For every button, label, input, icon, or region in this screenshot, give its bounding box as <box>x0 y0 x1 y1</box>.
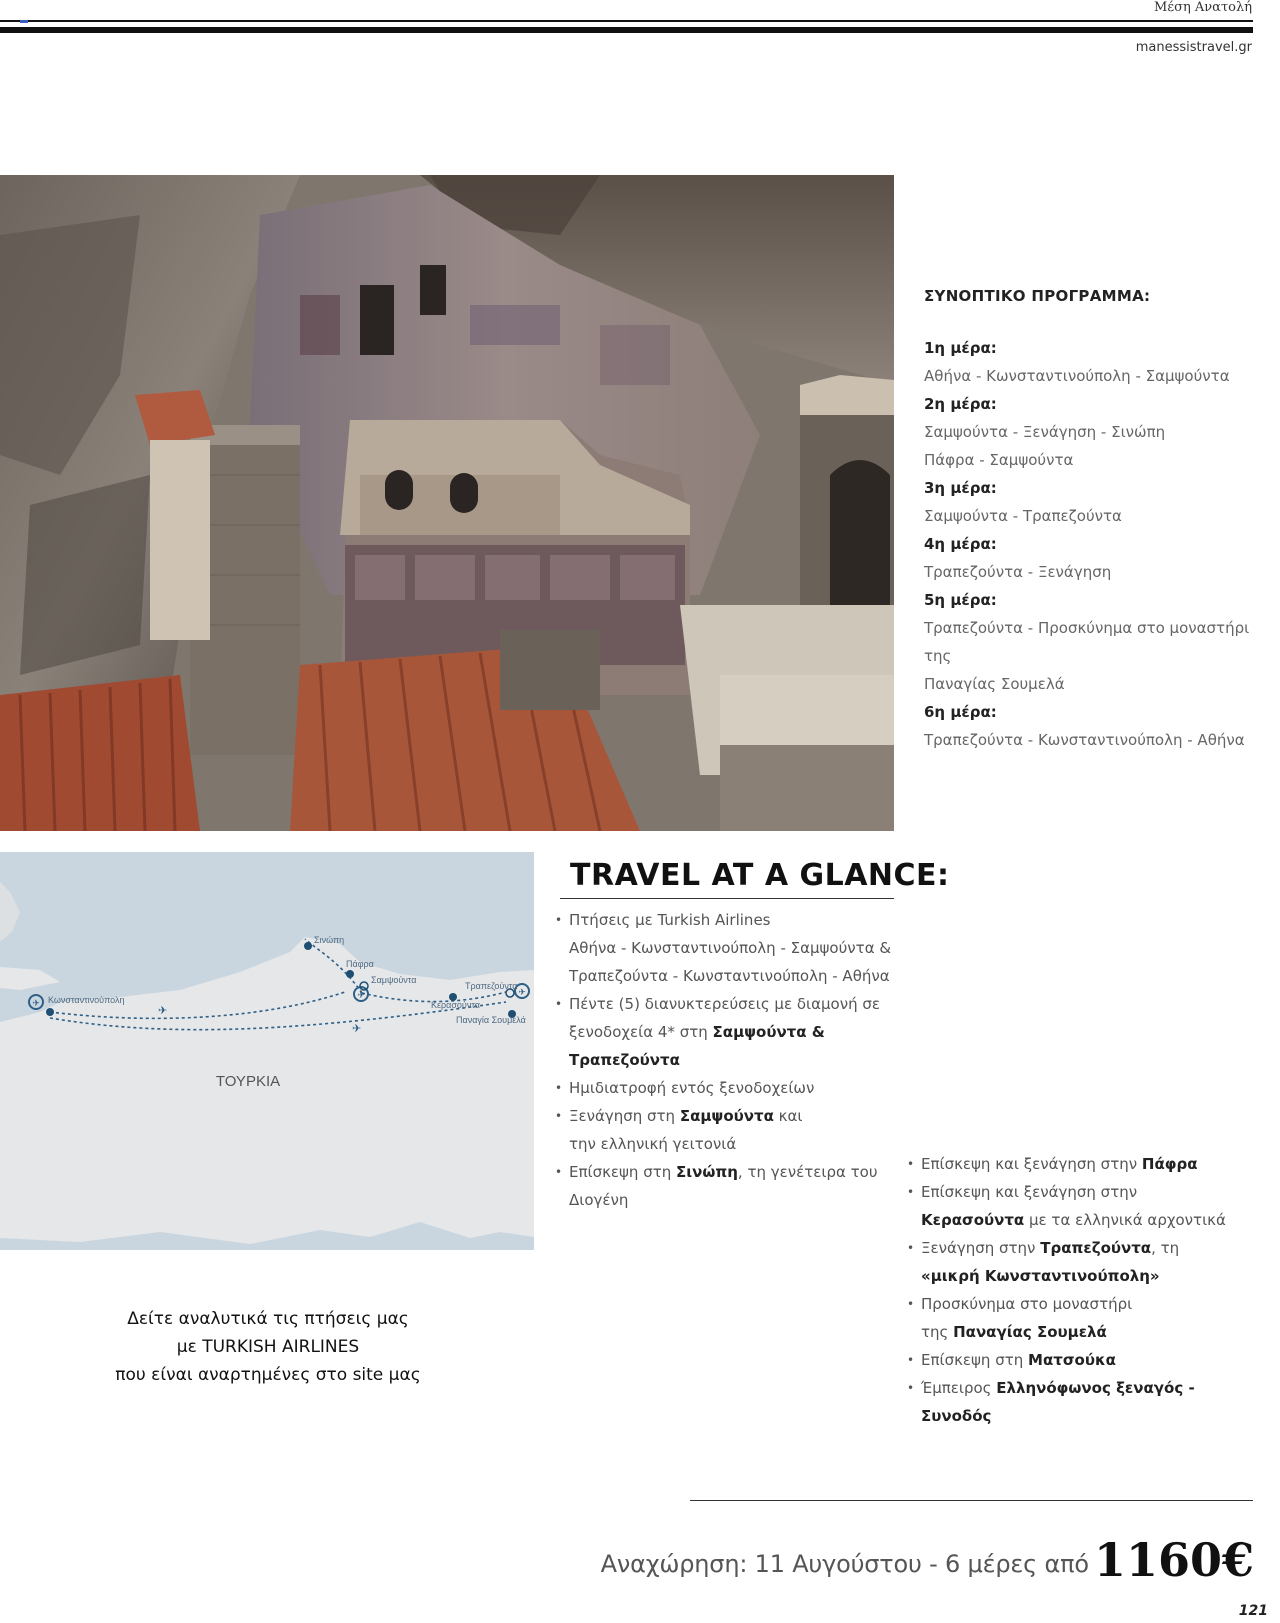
header-rule-thick <box>0 27 1253 33</box>
svg-text:✈: ✈ <box>352 1023 362 1035</box>
glance-item-nights: • Πέντε (5) διανυκτερεύσεις με διαμονή σε ξενοδοχεία 4* στη Σαμψούντα & Τραπεζούντα <box>552 990 902 1074</box>
glance-title: TRAVEL AT A GLANCE: <box>570 858 950 893</box>
day-label: 4η μέρα: <box>924 535 997 553</box>
program-summary <box>924 282 1264 754</box>
price-rule <box>690 1500 1253 1501</box>
map-label-pafra: Πάφρα <box>346 959 374 969</box>
map-label-sampsounta: Σαμψούντα <box>371 975 417 985</box>
highlight-trapezounta: • Ξενάγηση στην Τραπεζούντα, τη «μικρή Κωνσταντινούπολη» <box>904 1234 1264 1290</box>
highlight-soumela: • Προσκύνημα στο μοναστήρι της Παναγίας Σουμελά <box>904 1290 1264 1346</box>
glance-item-sinopi-visit: • Επίσκεψη στη Σινώπη, τη γενέτειρα του Διογένη <box>552 1158 902 1214</box>
highlight-guide: • Έμπειρος Ελληνόφωνος ξεναγός - Συνοδός <box>904 1374 1264 1430</box>
day-route: Πάφρα - Σαμψούντα <box>924 451 1074 469</box>
highlights-list <box>904 1150 1264 1430</box>
flights-note: Δείτε αναλυτικά τις πτήσεις μας με TURKISH AIRLINES που είναι αναρτημένες στο site μας <box>115 1309 421 1385</box>
day-route: Σαμψούντα - Ξενάγηση - Σινώπη <box>924 423 1166 441</box>
map-label-soumela: Παναγία Σουμελά <box>456 1015 526 1025</box>
page-number: 121 <box>1238 1603 1268 1619</box>
glance-item-halfboard: • Ημιδιατροφή εντός ξενοδοχείων <box>552 1074 902 1102</box>
departure-label: Αναχώρηση: 11 Αυγούστου - 6 μέρες από <box>600 1550 1089 1578</box>
day-1 <box>924 334 1264 390</box>
map-country-label: ΤΟΥΡΚΙΑ <box>215 1073 281 1090</box>
day-label: 1η μέρα: <box>924 339 997 357</box>
day-label: 6η μέρα: <box>924 703 997 721</box>
departure-price <box>601 1533 1254 1587</box>
svg-text:✈: ✈ <box>518 987 526 997</box>
day-label: 5η μέρα: <box>924 591 997 609</box>
map-label-sinopi: Σινώπη <box>314 935 345 945</box>
svg-text:✈: ✈ <box>158 1005 168 1017</box>
day-route: Αθήνα - Κωνσταντινούπολη - Σαμψούντα <box>924 367 1230 385</box>
highlight-pafra: • Επίσκεψη και ξενάγηση στην Πάφρα <box>904 1150 1264 1178</box>
map-label-trapezounta: Τραπεζούντα <box>465 981 518 991</box>
header-accent-mark <box>20 20 28 23</box>
map-label-kerasounta: Κερασούντα <box>431 1000 480 1010</box>
day-4 <box>924 530 1264 586</box>
day-2 <box>924 390 1264 474</box>
program-title: ΣΥΝΟΠΤΙΚΟ ΠΡΟΓΡΑΜΜΑ: <box>924 287 1151 305</box>
glance-item-sampsounta-tour: • Ξενάγηση στη Σαμψούντα και την ελληνική γειτονιά <box>552 1102 902 1158</box>
website-link[interactable]: manessistravel.gr <box>1135 40 1252 55</box>
highlight-matsouka: • Επίσκεψη στη Ματσούκα <box>904 1346 1264 1374</box>
section-title: Μέση Ανατολή <box>1154 0 1252 15</box>
day-5 <box>924 586 1264 698</box>
price-amount: 1160€ <box>1093 1533 1254 1587</box>
day-3 <box>924 474 1264 530</box>
day-label: 2η μέρα: <box>924 395 997 413</box>
route-map <box>0 852 534 1250</box>
highlight-kerasounta: • Επίσκεψη και ξενάγηση στην Κερασούντα με τα ελληνικά αρχοντικά <box>904 1178 1264 1234</box>
day-route: Τραπεζούντα - Προσκύνημα στο μοναστήρι της <box>924 619 1250 665</box>
day-6 <box>924 698 1264 754</box>
monastery-photo <box>0 175 894 831</box>
day-label: 3η μέρα: <box>924 479 997 497</box>
day-route: Παναγίας Σουμελά <box>924 675 1065 693</box>
glance-rule <box>560 898 894 899</box>
header-rule-thin <box>0 20 1253 22</box>
day-route: Τραπεζούντα - Ξενάγηση <box>924 563 1112 581</box>
svg-text:✈: ✈ <box>32 998 40 1008</box>
map-label-konstantinoupoli: Κωνσταντινούπολη <box>48 995 125 1005</box>
day-route: Σαμψούντα - Τραπεζούντα <box>924 507 1122 525</box>
day-route: Τραπεζούντα - Κωνσταντινούπολη - Αθήνα <box>924 731 1245 749</box>
svg-text:✈: ✈ <box>357 990 365 1000</box>
glance-item-flights: • Πτήσεις με Turkish Airlines Αθήνα - Κωνσταντινούπολη - Σαμψούντα & Τραπεζούντα - Κωνσταντινούπολη - Αθήνα <box>552 906 902 990</box>
glance-list <box>552 906 902 1214</box>
